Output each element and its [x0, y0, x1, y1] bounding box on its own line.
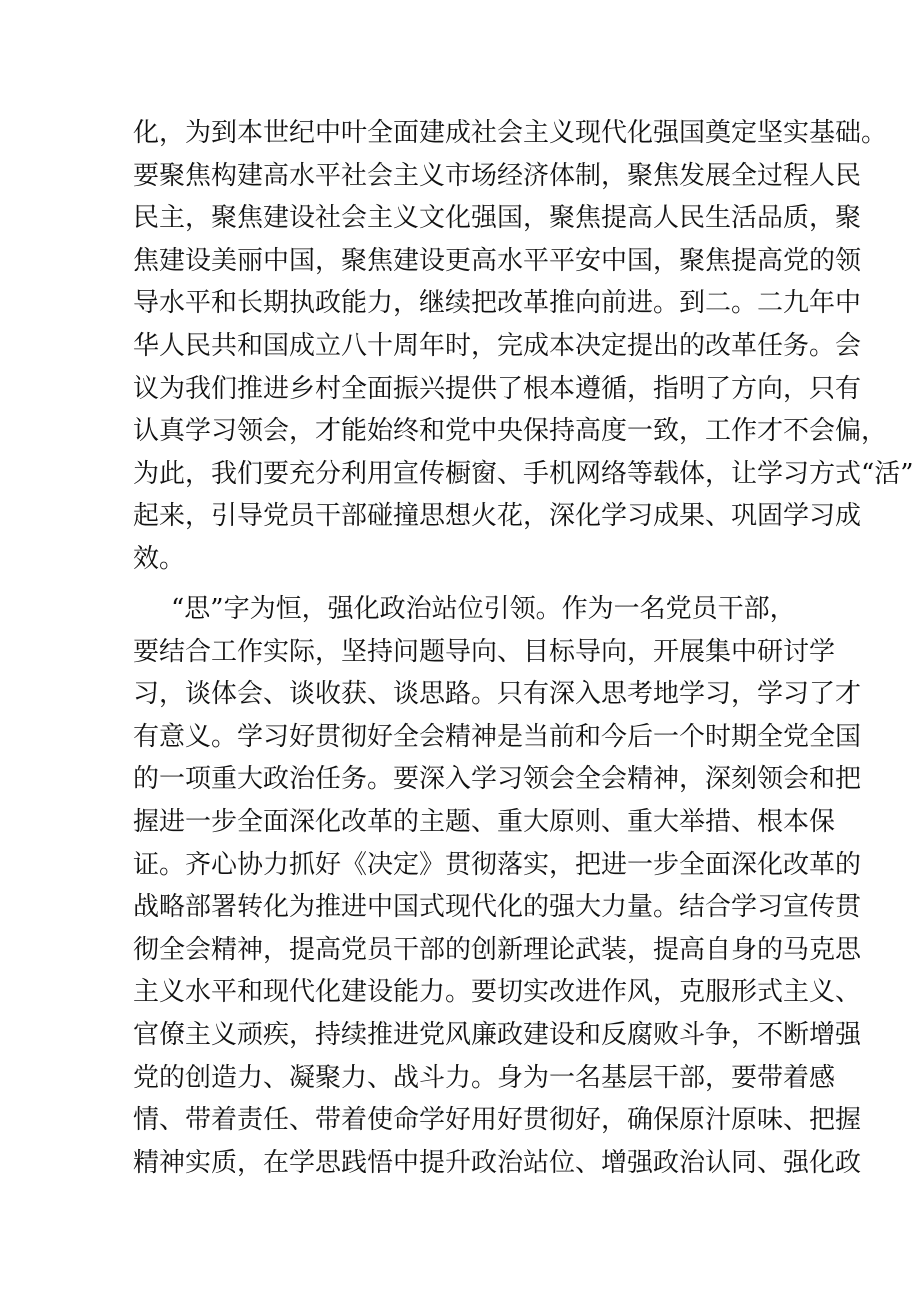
text-line: 精神实质，在学思践悟中提升政治站位、增强政治认同、强化政 [133, 1147, 862, 1178]
text-line: 战略部署转化为推进中国式现代化的强大力量。结合学习宣传贯 [133, 892, 862, 923]
text-line: 党的创造力、凝聚力、战斗力。身为一名基层干部，要带着感 [133, 1062, 836, 1093]
text-line: 化，为到本世纪中叶全面建成社会主义现代化强国奠定坚实基础。 [133, 118, 888, 148]
text-line: 要结合工作实际，坚持问题导向、目标导向，开展集中研讨学 [133, 636, 836, 667]
text-line: 起来，引导党员干部碰撞思想火花，深化学习成果、巩固学习成 [133, 501, 862, 532]
paragraph-2 [133, 588, 862, 1184]
text-line: 导水平和长期执政能力，继续把改革推向前进。到二。二九年中 [133, 288, 862, 319]
text-line: 效。 [133, 543, 186, 574]
paragraph-1 [133, 112, 914, 581]
text-line: 主义水平和现代化建设能力。要切实改进作风，克服形式主义、 [133, 977, 862, 1008]
text-line: 彻全会精神，提高党员干部的创新理论武装，提高自身的马克思 [133, 934, 862, 965]
text-line: 认真学习领会，才能始终和党中央保持高度一致，工作才不会偏， [133, 416, 888, 447]
text-line: 为此，我们要充分利用宣传橱窗、手机网络等载体，让学习方式“活” [133, 458, 914, 489]
text-line: 要聚焦构建高水平社会主义市场经济体制，聚焦发展全过程人民 [133, 160, 862, 191]
text-line: 民主，聚焦建设社会主义文化强国，聚焦提高人民生活品质，聚 [133, 203, 862, 234]
text-line: 的一项重大政治任务。要深入学习领会全会精神，深刻领会和把 [133, 764, 862, 795]
text-line: 证。齐心协力抓好《决定》贯彻落实，把进一步全面深化改革的 [133, 849, 862, 880]
text-line: 华人民共和国成立八十周年时，完成本决定提出的改革任务。会 [133, 330, 862, 361]
text-line: 习，谈体会、谈收获、谈思路。只有深入思考地学习，学习了才 [133, 679, 862, 710]
text-line: 议为我们推进乡村全面振兴提供了根本遵循，指明了方向，只有 [133, 373, 862, 404]
text-line: 焦建设美丽中国，聚焦建设更高水平平安中国，聚焦提高党的领 [133, 245, 862, 276]
text-line: 官僚主义顽疾，持续推进党风廉政建设和反腐败斗争，不断增强 [133, 1019, 862, 1050]
text-line: 情、带着责任、带着使命学好用好贯彻好，确保原汁原味、把握 [133, 1105, 862, 1136]
text-line: “思”字为恒，强化政治站位引领。作为一名党员干部， [171, 594, 796, 624]
text-line: 有意义。学习好贯彻好全会精神是当前和今后一个时期全党全国 [133, 721, 862, 752]
text-line: 握进一步全面深化改革的主题、重大原则、重大举措、根本保 [133, 806, 836, 837]
